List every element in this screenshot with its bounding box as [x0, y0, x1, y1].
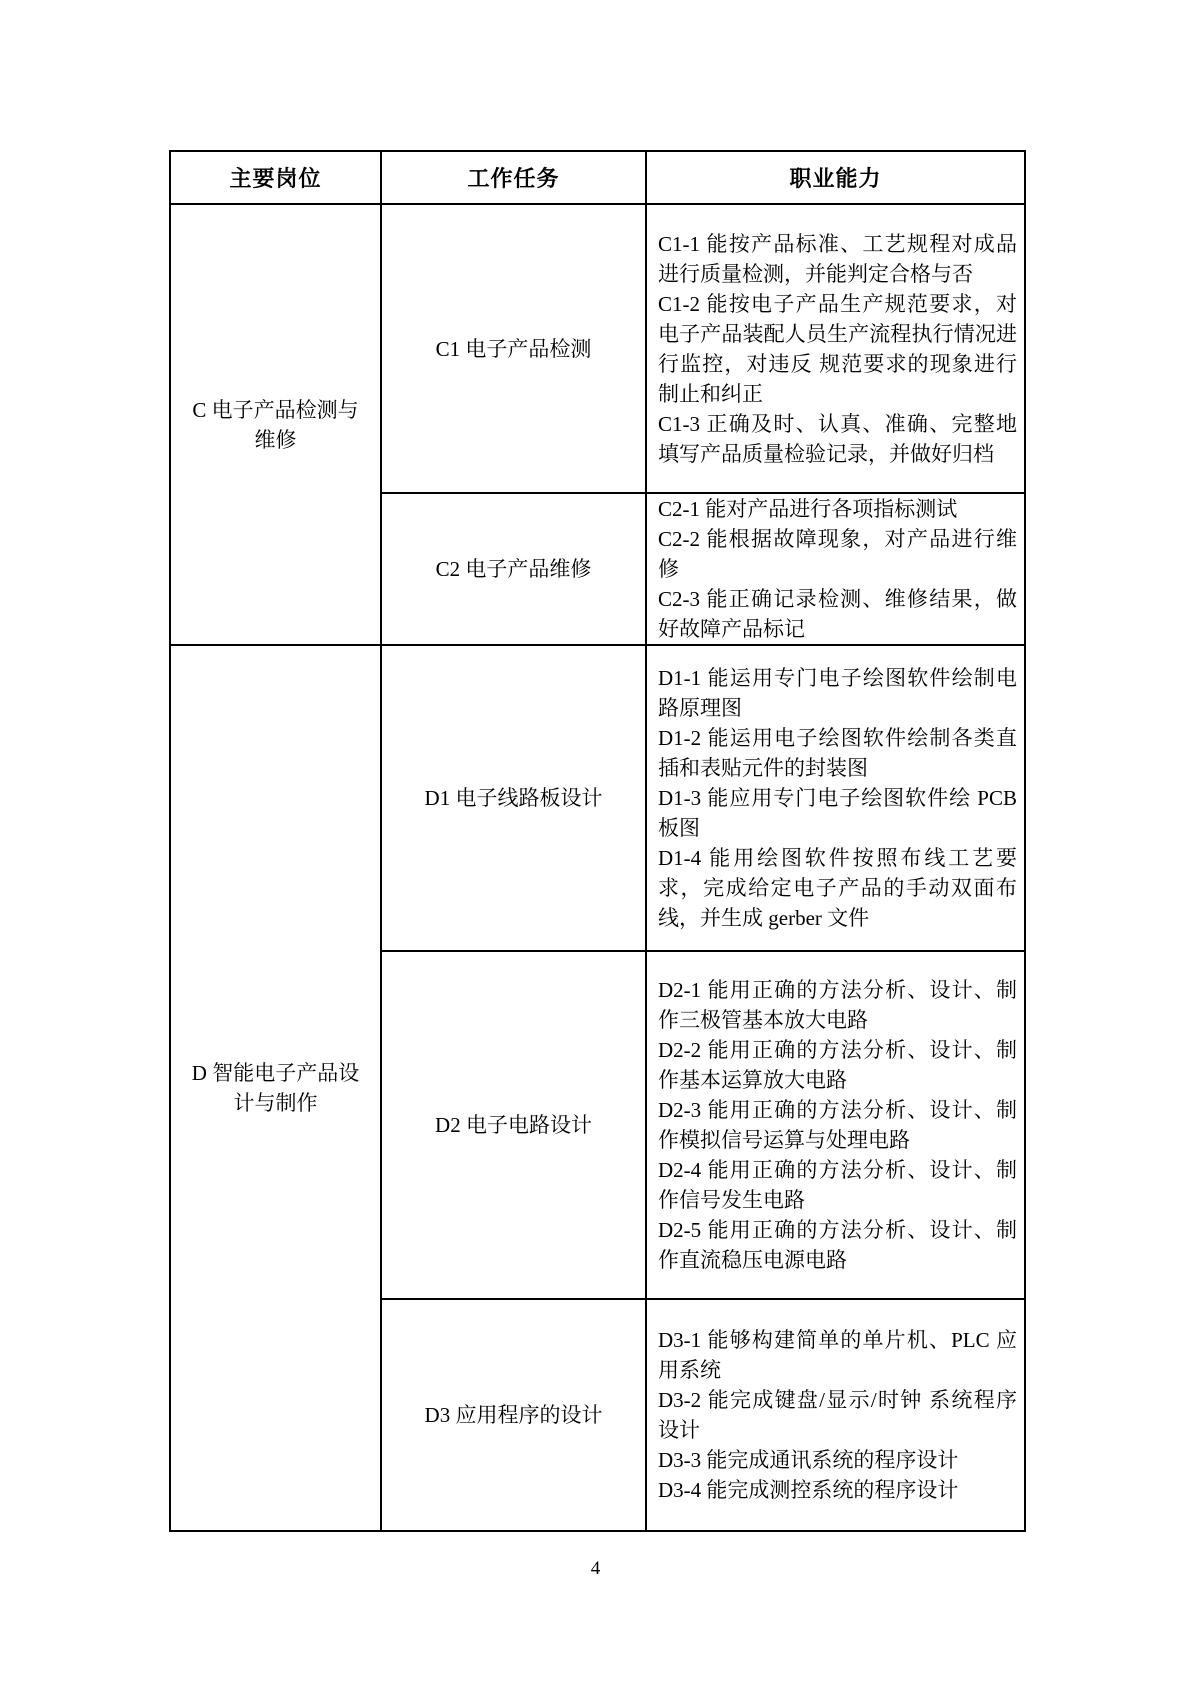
- abilities-cell-c2: [646, 493, 1025, 645]
- abilities-cell-d3: [646, 1299, 1025, 1531]
- abilities-cell-d2: [646, 951, 1025, 1299]
- ability-item: D3-1 能够构建简单的单片机、PLC 应用系统: [658, 1328, 1017, 1382]
- table-row: [170, 645, 1025, 951]
- ability-item: C2-2 能根据故障现象，对产品进行维修: [658, 527, 1017, 581]
- ability-item: D2-2 能用正确的方法分析、设计、制作基本运算放大电路: [658, 1038, 1017, 1092]
- ability-item: C1-2 能按电子产品生产规范要求，对电子产品装配人员生产流程执行情况进行监控，对违反 规范要求的现象进行制止和纠正: [658, 291, 1017, 406]
- ability-item: D2-5 能用正确的方法分析、设计、制作直流稳压电源电路: [658, 1218, 1017, 1272]
- ability-item: D3-4 能完成测控系统的程序设计: [658, 1478, 959, 1502]
- ability-item: C2-1 能对产品进行各项指标测试: [658, 497, 958, 521]
- table-row: [170, 204, 1025, 493]
- task-cell-d3: D3 应用程序的设计: [381, 1299, 646, 1531]
- ability-item: D2-4 能用正确的方法分析、设计、制作信号发生电路: [658, 1158, 1017, 1212]
- position-cell-c: C 电子产品检测与维修: [170, 204, 381, 645]
- task-cell-c2: C2 电子产品维修: [381, 493, 646, 645]
- ability-item: D1-3 能应用专门电子绘图软件绘 PCB 板图: [658, 786, 1017, 840]
- ability-item: D2-1 能用正确的方法分析、设计、制作三极管基本放大电路: [658, 978, 1017, 1032]
- ability-item: D3-2 能完成键盘/显示/时钟 系统程序 设计: [658, 1388, 1017, 1442]
- page-number: 4: [590, 1558, 601, 1579]
- column-header-position: 主要岗位: [170, 151, 381, 204]
- task-cell-d1: D1 电子线路板设计: [381, 645, 646, 951]
- abilities-cell-d1: [646, 645, 1025, 951]
- ability-item: D1-2 能运用电子绘图软件绘制各类直插和表贴元件的封装图: [658, 726, 1017, 780]
- column-header-ability: 职业能力: [646, 151, 1025, 204]
- ability-item: C1-1 能按产品标准、工艺规程对成品进行质量检测，并能判定合格与否: [658, 231, 1017, 286]
- ability-item: D1-1 能运用专门电子绘图软件绘制电路原理图: [658, 666, 1017, 720]
- abilities-cell-c1: [646, 204, 1025, 493]
- ability-item: D1-4 能用绘图软件按照布线工艺要求，完成给定电子产品的手动双面布线，并生成 gerber 文件: [658, 846, 1017, 930]
- ability-item: C1-3 正确及时、认真、准确、完整地填写产品质量检验记录，并做好归档: [658, 411, 1017, 466]
- ability-item: C2-3 能正确记录检测、维修结果，做好故障产品标记: [658, 587, 1017, 641]
- task-cell-d2: D2 电子电路设计: [381, 951, 646, 1299]
- position-cell-d: D 智能电子产品设计与制作: [170, 645, 381, 1531]
- task-cell-c1: C1 电子产品检测: [381, 204, 646, 493]
- position-task-ability-table: [169, 150, 1026, 1532]
- column-header-task: 工作任务: [381, 151, 646, 204]
- ability-item: D3-3 能完成通讯系统的程序设计: [658, 1448, 959, 1472]
- ability-item: D2-3 能用正确的方法分析、设计、制作模拟信号运算与处理电路: [658, 1098, 1017, 1152]
- table-header-row: [170, 151, 1025, 204]
